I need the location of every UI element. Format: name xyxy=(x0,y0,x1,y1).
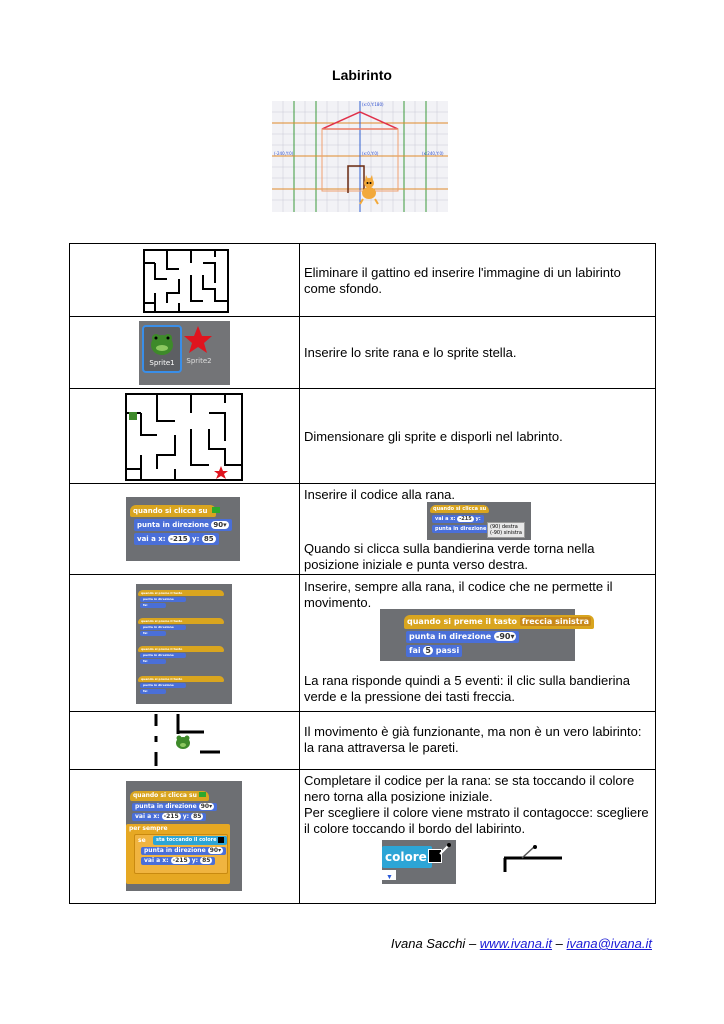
move-block[interactable]: fai 5 passi xyxy=(406,645,462,657)
author-name: Ivana Sacchi xyxy=(390,936,466,951)
when-key-block[interactable]: quando si preme il tasto xyxy=(138,618,224,624)
when-flag-block[interactable]: quando si clicca su xyxy=(130,791,209,801)
point-direction-block[interactable]: punta in direzione xyxy=(140,653,186,658)
website-link[interactable]: www.ivana.it xyxy=(479,936,553,951)
point-direction-block[interactable]: punta in direzione 90▾ xyxy=(134,519,232,531)
table-row xyxy=(70,712,656,770)
if-block[interactable]: se sta toccando il colore punta in direzione 90▾ vai a x: -215 y: 85 xyxy=(134,834,228,874)
point-direction-block[interactable]: punta in direzione xyxy=(140,625,186,630)
sprite2-label: Sprite2 xyxy=(186,357,212,365)
step-3-text: Dimensionare gli sprite e disporli nel labrinto. xyxy=(304,429,563,444)
footer-credit: Ivana Sacchi – www.ivana.it – ivana@ivana.it xyxy=(390,936,652,951)
move-block[interactable]: fai xyxy=(140,603,166,608)
when-flag-block[interactable]: quando si clicca su xyxy=(130,505,216,517)
step-5-text-1: Inserire, sempre alla rana, il codice che ne permette il movimento. xyxy=(304,579,613,610)
table-row xyxy=(70,770,656,904)
code-panel xyxy=(126,781,242,891)
goto-xy-block[interactable]: vai a x: -215 y: 85 xyxy=(141,857,215,865)
hero-label-center: (x:0,Y:0) xyxy=(362,151,379,156)
maze-with-sprites-icon xyxy=(125,393,243,481)
goto-xy-block[interactable]: vai a x: -215 y: 85 xyxy=(132,813,206,821)
sprite-panel xyxy=(139,321,230,385)
stage-grid-illustration xyxy=(272,101,448,212)
code-panel xyxy=(380,609,589,661)
table-row xyxy=(70,389,656,484)
step-1-text: Eliminare il gattino ed inserire l'immagine di un labirinto come sfondo. xyxy=(304,265,621,296)
frog-icon xyxy=(145,329,179,359)
move-block[interactable]: fai xyxy=(140,631,166,636)
when-key-block[interactable]: quando si preme il tasto xyxy=(138,646,224,652)
step-7-text-2: Per scegliere il colore viene mstrato il contagocce: scegliere il colore toccando il bordo del labirinto. xyxy=(304,805,649,836)
code-panel xyxy=(136,584,232,704)
code-popup-panel xyxy=(427,502,531,540)
step-4-text-2: Quando si clicca sulla bandierina verde torna nella posizione iniziale e punta verso destra. xyxy=(304,541,595,572)
point-direction-block[interactable]: punta in direzione xyxy=(432,525,489,533)
hero-label-left: (-240,Y:0) xyxy=(274,151,294,156)
goto-xy-block[interactable]: vai a x: -215 y: xyxy=(432,515,484,523)
table-row xyxy=(70,575,656,712)
when-flag-block[interactable]: quando si clicca su xyxy=(430,505,489,513)
colore-zoom-panel xyxy=(382,840,456,884)
step-6-text: Il movimento è già funzionante, ma non è un vero labirinto: la rana attraversa le pareti. xyxy=(304,724,642,755)
frog-crossing-walls-icon xyxy=(150,714,230,766)
step-5-text-2: La rana risponde quindi a 5 eventi: il clic sulla bandierina verde e la pressione dei tasti freccia. xyxy=(304,673,630,704)
star-icon[interactable] xyxy=(183,325,213,355)
frog-icon xyxy=(129,412,137,420)
move-block[interactable]: fai xyxy=(140,689,166,694)
steps-table xyxy=(69,243,656,904)
table-row xyxy=(70,484,656,575)
table-row xyxy=(70,244,656,317)
when-key-block[interactable]: quando si preme il tasto xyxy=(138,590,224,596)
touching-color-block[interactable]: sta toccando il colore xyxy=(153,836,227,845)
goto-xy-block[interactable]: vai a x: -215 y: 85 xyxy=(134,533,219,545)
when-key-block[interactable]: quando si preme il tasto freccia sinistra xyxy=(404,615,594,629)
eyedropper-icon xyxy=(438,842,452,856)
email-link[interactable]: ivana@ivana.it xyxy=(566,936,652,951)
hero-label-top: (x:0,Y:180) xyxy=(362,102,384,107)
step-4-text-1: Inserire il codice alla rana. xyxy=(304,487,456,502)
green-flag-icon xyxy=(199,792,206,797)
frog-icon xyxy=(176,736,190,750)
point-direction-block[interactable]: punta in direzione 90▾ xyxy=(132,803,217,811)
maze-icon xyxy=(143,249,229,313)
point-direction-block[interactable]: punta in direzione 90▾ xyxy=(141,847,226,855)
when-key-block[interactable]: quando si preme il tasto xyxy=(138,676,224,682)
forever-block[interactable]: per sempre se sta toccando il colore punta in direzione 90▾ vai a x: -215 y: 85 xyxy=(126,824,230,884)
direction-dropdown-menu[interactable]: (90) destra (-90) sinistra xyxy=(487,522,525,538)
table-row xyxy=(70,317,656,389)
step-2-text: Inserire lo srite rana e lo sprite stella. xyxy=(304,345,517,360)
page-title: Labirinto xyxy=(332,67,392,83)
sprite1-label: Sprite1 xyxy=(149,359,175,367)
green-flag-icon xyxy=(212,507,220,513)
point-direction-block[interactable]: punta in direzione xyxy=(140,683,186,688)
sprite1-thumbnail[interactable] xyxy=(142,325,182,373)
point-direction-block[interactable]: punta in direzione -90▾ xyxy=(406,631,519,643)
dropdown-arrow-icon: ▼ xyxy=(386,874,393,881)
point-direction-block[interactable]: punta in direzione xyxy=(140,597,186,602)
color-swatch[interactable] xyxy=(218,837,224,843)
hero-label-right: (x:240,Y:0) xyxy=(422,151,444,156)
code-panel xyxy=(126,497,240,561)
step-7-text-1: Completare il codice per la rana: se sta toccando il colore nero torna alla posizione iniziale. xyxy=(304,773,635,804)
colore-block[interactable]: colore xyxy=(382,846,432,868)
eyedropper-on-wall-icon xyxy=(500,844,564,872)
move-block[interactable]: fai xyxy=(140,659,166,664)
